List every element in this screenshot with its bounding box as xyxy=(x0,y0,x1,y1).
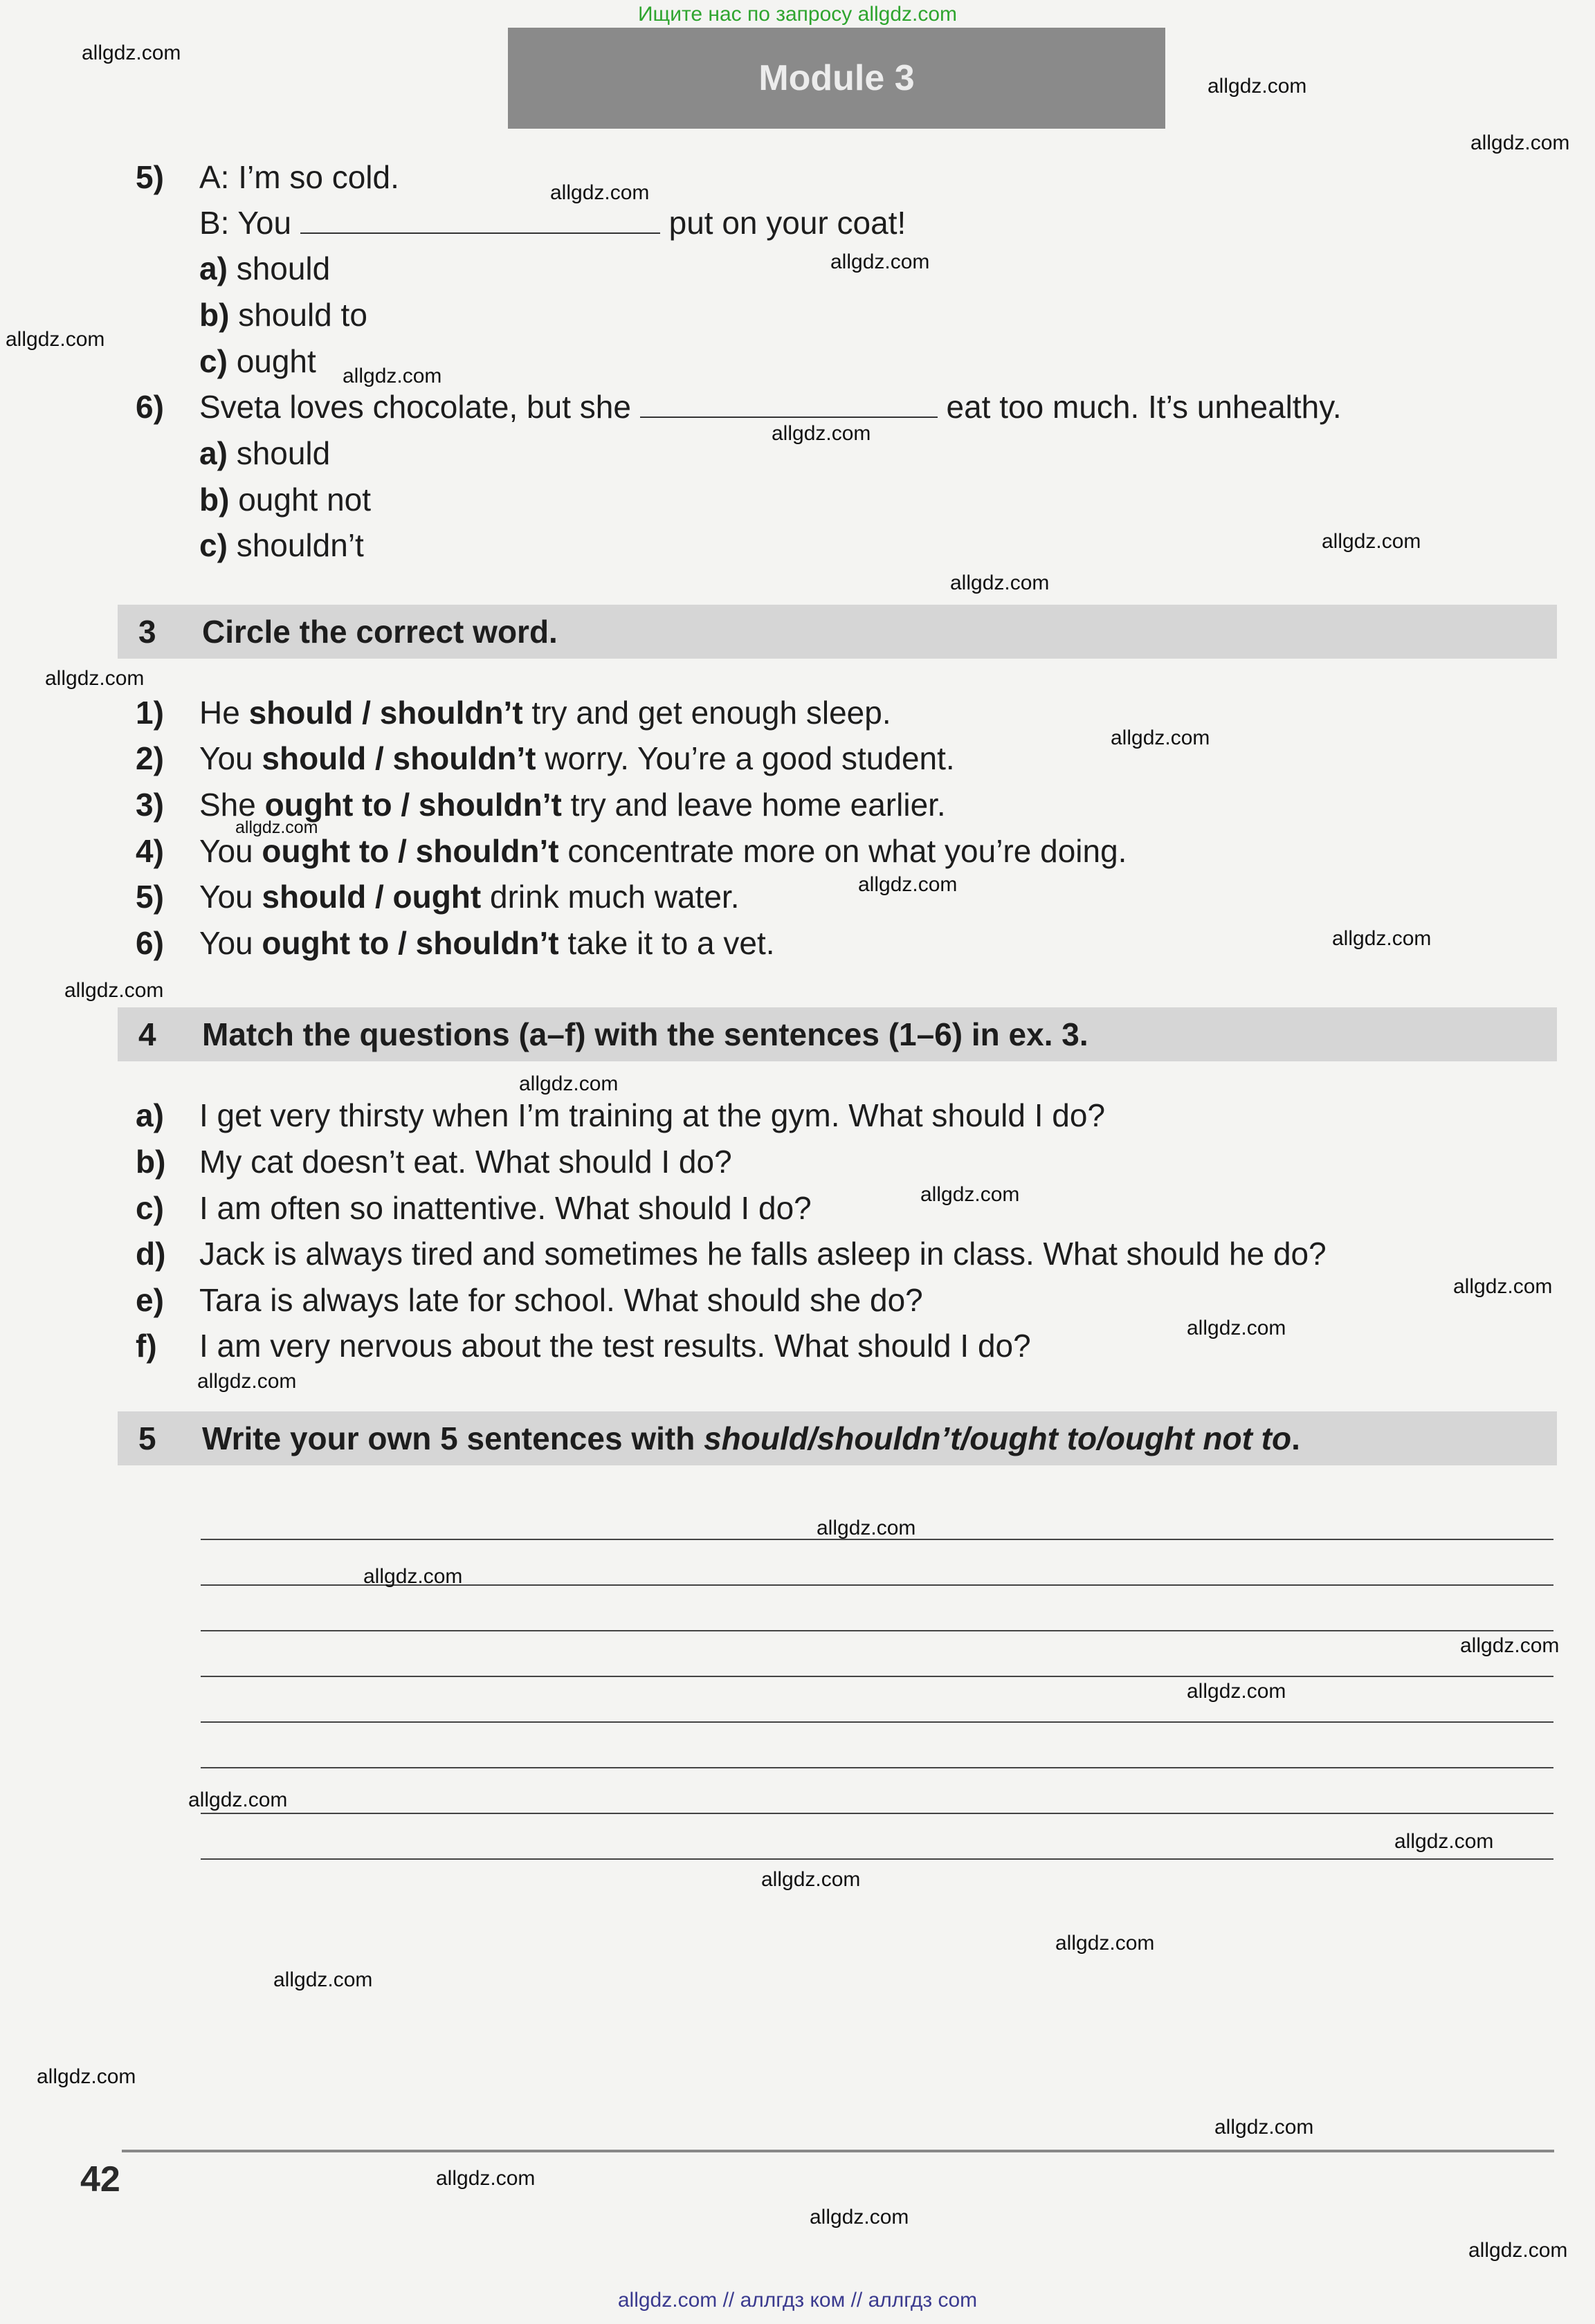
writing-line[interactable] xyxy=(201,1767,1553,1768)
exercise-instruction: Circle the correct word. xyxy=(202,614,558,650)
section-title xyxy=(138,605,558,659)
watermark: allgdz.com xyxy=(1187,1317,1286,1339)
option-letter: c) xyxy=(199,343,228,379)
watermark: allgdz.com xyxy=(1055,1932,1155,1955)
watermark: allgdz.com xyxy=(6,328,105,351)
exercise-instruction: Match the questions (a–f) with the sentences (1–6) in ex. 3. xyxy=(202,1016,1088,1052)
item-letter: b) xyxy=(136,1144,166,1180)
page-number: 42 xyxy=(80,2159,120,2199)
exercise-number: 3 xyxy=(138,614,156,650)
watermark: allgdz.com xyxy=(188,1788,288,1811)
writing-line[interactable] xyxy=(201,1721,1553,1723)
watermark: allgdz.com xyxy=(235,818,318,837)
footer-rule xyxy=(122,2150,1554,2152)
option-b[interactable] xyxy=(199,480,371,519)
exercise-number: 4 xyxy=(138,1016,156,1052)
item-number: 4) xyxy=(136,833,164,869)
exercise-4-header xyxy=(118,1007,1557,1061)
sentence-start: You xyxy=(199,833,262,869)
option-letter: b) xyxy=(199,297,230,333)
sentence-start: You xyxy=(199,879,262,915)
item-number: 1) xyxy=(136,695,164,731)
option-a[interactable] xyxy=(199,434,330,473)
option-text: ought xyxy=(236,343,316,379)
answer-blank[interactable] xyxy=(640,396,938,418)
answer-blank[interactable] xyxy=(300,212,660,234)
watermark: allgdz.com xyxy=(830,250,930,273)
watermark: allgdz.com xyxy=(82,42,181,64)
watermark: allgdz.com xyxy=(772,422,871,445)
item-number: 5) xyxy=(136,159,164,195)
word-choice[interactable]: should / ought xyxy=(262,879,482,915)
watermark: allgdz.com xyxy=(1111,726,1210,749)
dialogue-line: B: You xyxy=(199,205,292,241)
watermark: allgdz.com xyxy=(1207,75,1307,98)
question-text: Tara is always late for school. What should she do? xyxy=(199,1282,923,1318)
word-choice[interactable]: ought to / shouldn’t xyxy=(264,787,562,823)
exercise-5-header xyxy=(118,1411,1557,1465)
watermark: allgdz.com xyxy=(363,1565,463,1588)
option-text: should xyxy=(236,250,331,286)
sentence-end: try and leave home earlier. xyxy=(561,787,946,823)
item-number: 6) xyxy=(136,389,164,425)
watermark: allgdz.com xyxy=(1468,2239,1568,2262)
exercise-instruction: Write your own 5 sentences with xyxy=(202,1420,704,1456)
watermark: allgdz.com xyxy=(1394,1830,1494,1853)
item-letter: d) xyxy=(136,1236,166,1272)
sentence-start: He xyxy=(199,695,249,731)
sentence-end: concentrate more on what you’re doing. xyxy=(558,833,1127,869)
writing-line[interactable] xyxy=(201,1630,1553,1631)
sentence-end: take it to a vet. xyxy=(558,925,775,961)
watermark: allgdz.com xyxy=(950,571,1050,594)
section-title xyxy=(138,1411,1300,1465)
option-text: shouldn’t xyxy=(236,527,364,563)
dialogue-line-end: put on your coat! xyxy=(668,205,906,241)
item-number: 6) xyxy=(136,925,164,961)
bottom-banner: allgdz.com // аллгдз ком // аллгдз com xyxy=(617,2289,978,2312)
question-text: I am often so inattentive. What should I do? xyxy=(199,1190,812,1226)
option-text: should to xyxy=(238,297,367,333)
watermark: allgdz.com xyxy=(1332,927,1432,950)
option-letter: c) xyxy=(199,527,228,563)
word-choice[interactable]: should / shouldn’t xyxy=(262,740,536,776)
exercise-number: 5 xyxy=(138,1420,156,1456)
watermark: allgdz.com xyxy=(920,1183,1020,1206)
question-text: Jack is always tired and sometimes he falls asleep in class. What should he do? xyxy=(199,1236,1327,1272)
sentence-end: try and get enough sleep. xyxy=(522,695,891,731)
watermark: allgdz.com xyxy=(1322,530,1421,553)
watermark: allgdz.com xyxy=(343,365,442,387)
module-header xyxy=(508,28,1165,129)
item-number: 5) xyxy=(136,879,164,915)
watermark: allgdz.com xyxy=(1187,1680,1286,1703)
section-title xyxy=(138,1007,1088,1061)
word-choice[interactable]: ought to / shouldn’t xyxy=(262,925,559,961)
watermark: allgdz.com xyxy=(436,2167,536,2190)
watermark: allgdz.com xyxy=(1214,2116,1314,2139)
watermark: allgdz.com xyxy=(550,181,650,204)
option-text: should xyxy=(236,435,331,471)
exercise-3-header xyxy=(118,605,1557,659)
exercise-instruction-italic: should/shouldn’t/ought to/ought not to xyxy=(704,1420,1292,1456)
word-choice[interactable]: should / shouldn’t xyxy=(248,695,523,731)
watermark: allgdz.com xyxy=(858,873,958,896)
watermark: allgdz.com xyxy=(37,2065,136,2088)
question-text: I am very nervous about the test results. What should I do? xyxy=(199,1328,1031,1364)
watermark: allgdz.com xyxy=(1453,1275,1553,1298)
option-c[interactable] xyxy=(199,526,364,565)
writing-line[interactable] xyxy=(201,1813,1553,1814)
sentence-start: You xyxy=(199,740,262,776)
item-letter: e) xyxy=(136,1282,164,1318)
watermark: allgdz.com xyxy=(1460,1634,1560,1657)
watermark: allgdz.com xyxy=(1470,131,1570,154)
watermark: allgdz.com xyxy=(45,667,145,690)
watermark: allgdz.com xyxy=(810,2206,909,2229)
watermark: allgdz.com xyxy=(761,1868,861,1891)
sentence-end: drink much water. xyxy=(481,879,740,915)
watermark: allgdz.com xyxy=(519,1072,619,1095)
option-letter: a) xyxy=(199,435,228,471)
item-letter: a) xyxy=(136,1097,164,1133)
module-title: Module 3 xyxy=(758,58,915,98)
item-number: 3) xyxy=(136,787,164,823)
watermark: allgdz.com xyxy=(64,979,164,1002)
item-letter: f) xyxy=(136,1328,157,1364)
sentence-end: eat too much. It’s unhealthy. xyxy=(946,389,1342,425)
sentence-start: You xyxy=(199,925,262,961)
exercise-instruction-end: . xyxy=(1291,1420,1300,1456)
question-text: My cat doesn’t eat. What should I do? xyxy=(199,1144,732,1180)
dialogue-line: A: I’m so cold. xyxy=(199,159,399,195)
word-choice[interactable]: ought to / shouldn’t xyxy=(262,833,559,869)
watermark: allgdz.com xyxy=(273,1968,373,1991)
sentence-start: She xyxy=(199,787,265,823)
option-b[interactable] xyxy=(199,295,367,334)
option-text: ought not xyxy=(238,482,372,518)
option-letter: b) xyxy=(199,482,230,518)
top-banner: Ищите нас по запросу allgdz.com xyxy=(637,3,958,26)
option-a[interactable] xyxy=(199,249,330,288)
watermark: allgdz.com xyxy=(197,1370,297,1393)
option-letter: a) xyxy=(199,250,228,286)
item-number: 2) xyxy=(136,740,164,776)
writing-line[interactable] xyxy=(201,1858,1553,1860)
item-letter: c) xyxy=(136,1190,164,1226)
writing-line[interactable] xyxy=(201,1676,1553,1677)
question-text: I get very thirsty when I’m training at the gym. What should I do? xyxy=(199,1097,1106,1133)
sentence-end: worry. You’re a good student. xyxy=(536,740,955,776)
sentence-start: Sveta loves chocolate, but she xyxy=(199,389,631,425)
watermark: allgdz.com xyxy=(817,1517,916,1539)
option-c[interactable] xyxy=(199,342,316,381)
